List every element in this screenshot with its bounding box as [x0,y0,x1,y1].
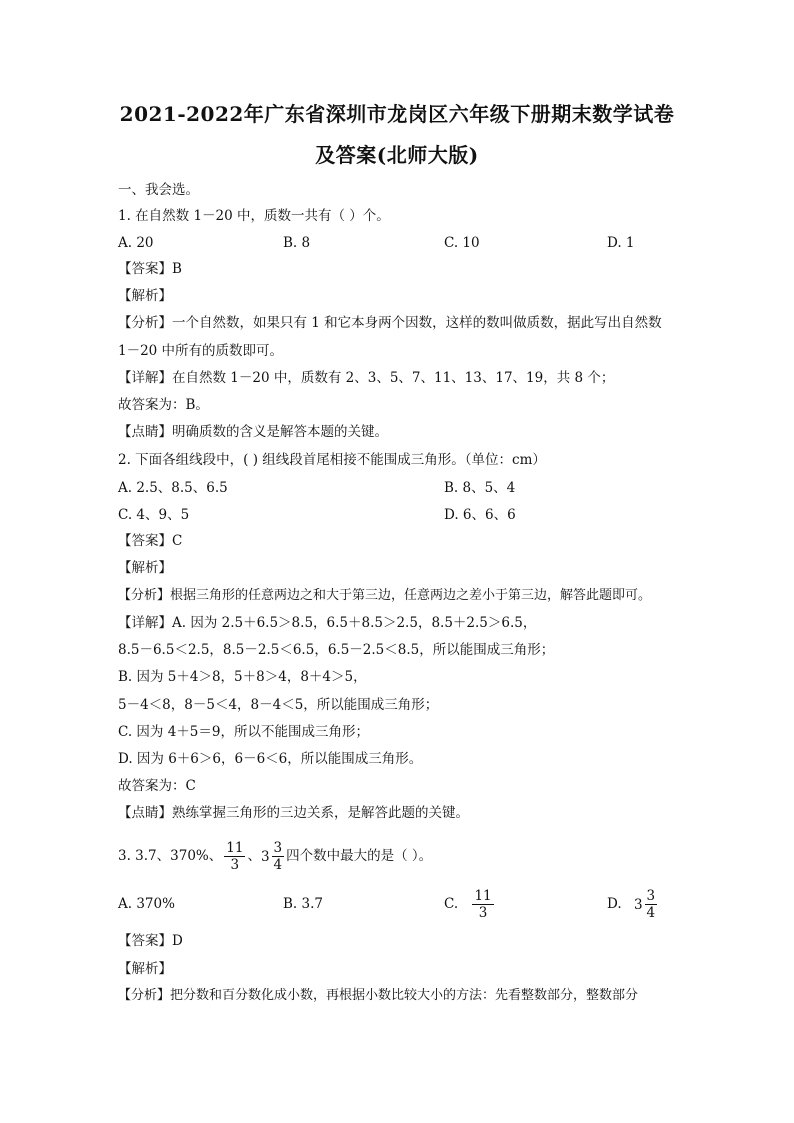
question-3-answer: 【答案】D [118,933,183,949]
fraction-numerator: 3 [273,840,283,857]
question-1-option-b: B. 8 [283,235,311,251]
question-3-option-b: B. 3.7 [283,896,323,912]
document-title-line1: 2021-2022年广东省深圳市龙岗区六年级下册期末数学试卷 [119,102,675,126]
question-1-fenxi-2: 1－20 中所有的质数即可。 [118,343,284,359]
question-3-stem-separator: 、 [247,848,261,864]
question-1-stem: 1. 在自然数 1－20 中，质数一共有（ ）个。 [118,208,390,224]
question-3-fenxi: 【分析】把分数和百分数化成小数，再根据小数比较大小的方法：先看整数部分，整数部分 [118,988,639,1003]
fraction-denominator: 3 [230,857,240,873]
question-3-stem-prefix: 3. 3.7、370%、 [118,848,223,864]
question-2-xiangjie-5: C. 因为 4＋5＝9，所以不能围成三角形； [118,724,369,740]
question-3-option-d [607,884,659,924]
question-2-stem: 2. 下面各组线段中，( ) 组线段首尾相接不能围成三角形。（单位：cm） [118,452,546,468]
question-3-stem [118,836,698,876]
question-1-answer: 【答案】B [118,261,182,277]
question-2-option-a: A. 2.5、8.5、6.5 [118,480,228,496]
question-2-answer: 【答案】C [118,533,183,549]
question-2-fenxi: 【分析】根据三角形的任意两边之和大于第三边，任意两边之差小于第三边，解答此题即可。 [118,588,652,603]
question-1-conclusion: 故答案为：B。 [118,397,209,413]
question-3-stem-suffix: 四个数中最大的是（ ）。 [286,848,433,864]
question-1-option-d: D. 1 [607,235,635,251]
option-c-label: C. [444,896,459,912]
fraction-denominator: 4 [646,905,656,922]
question-3-option-c [444,884,496,924]
question-1-xiangjie: 【详解】在自然数 1－20 中，质数有 2、3、5、7、11、13、17、19，共 8 个； [118,370,615,386]
question-1-option-a: A. 20 [118,235,154,251]
option-c-fraction [472,888,493,921]
mixed-fraction [272,840,285,873]
question-2-option-d: D. 6、6、6 [444,507,516,523]
question-1-dianjing: 【点睛】明确质数的含义是解答本题的关键。 [118,424,388,440]
question-2-analysis-label: 【解析】 [118,560,172,576]
question-2-xiangjie-6: D. 因为 6＋6＞6，6－6＜6，所以能围成三角形。 [118,751,423,767]
question-2-dianjing: 【点睛】熟练掌握三角形的三边关系，是解答此题的关键。 [118,805,469,821]
question-1-option-c: C. 10 [444,235,480,251]
question-2-option-b: B. 8、5、4 [444,480,516,496]
section-heading: 一、我会选。 [118,182,199,198]
fraction-numerator: 3 [646,888,656,905]
option-d-mixed-number [634,884,659,925]
question-2-xiangjie-1: 【详解】A. 因为 2.5＋6.5＞8.5，6.5＋8.5＞2.5，8.5＋2.5＞6.5， [118,615,537,631]
question-3-option-a: A. 370% [118,896,175,912]
document-title-line2: 及答案(北师大版) [315,143,479,167]
question-1-fenxi-1: 【分析】一个自然数，如果只有 1 和它本身两个因数，这样的数叫做质数，据此写出自然数 [118,315,662,331]
question-2-conclusion: 故答案为：C [118,778,196,794]
mixed-whole: 3 [633,896,643,913]
question-2-option-c: C. 4、9、5 [118,507,190,523]
mixed-whole: 3 [260,848,270,865]
question-2-xiangjie-4: 5－4＜8，8－5＜4，8－4＜5，所以能围成三角形； [118,697,439,713]
question-3-mixed-number [261,836,286,877]
fraction-numerator: 11 [226,840,244,856]
fraction-denominator: 4 [273,857,283,874]
fraction-denominator: 3 [478,905,488,921]
option-d-label: D. [607,896,622,912]
question-3-analysis-label: 【解析】 [118,961,172,977]
question-1-analysis-label: 【解析】 [118,288,172,304]
fraction-numerator: 11 [474,888,492,904]
question-2-xiangjie-3: B. 因为 5＋4＞8，5＋8＞4，8＋4＞5， [118,669,367,685]
mixed-fraction [645,888,658,921]
question-3-fraction-11-3 [224,840,245,873]
question-2-xiangjie-2: 8.5－6.5＜2.5，8.5－2.5＜6.5，6.5－2.5＜8.5，所以能围成三角形； [118,642,555,658]
